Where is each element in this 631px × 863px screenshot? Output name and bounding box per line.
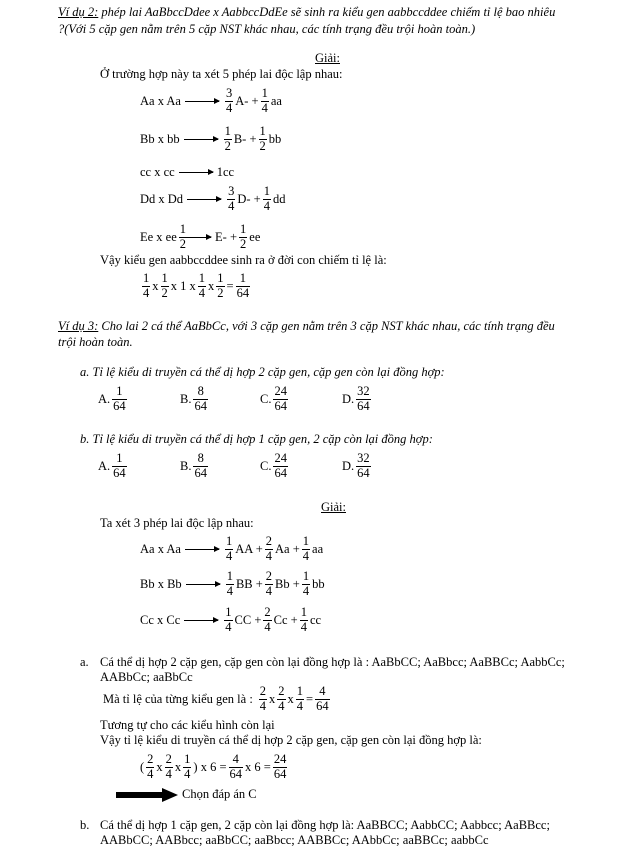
cross-bb-3: Bb x Bb $\frac{1}{4}$ BB + $\frac{2}{4}$ Bb + $\frac{1}{4}$ bb [140, 569, 325, 598]
similar-note: Tương tự cho các kiểu hình còn lại [100, 718, 275, 732]
cross-aa: Aa x Aa $\frac{3}{4}$ A- + $\frac{1}{4}$ aa [140, 86, 282, 115]
options-a [98, 381, 373, 417]
example2-conclusion: Vậy kiểu gen aabbccddee sinh ra ở đời con chiếm tỉ lệ là: [100, 253, 387, 267]
option-b: B. $\frac{8}{64}$ [180, 451, 207, 480]
option-d: D. $\frac{32}{64}$ [342, 384, 370, 413]
right-arrow-icon [116, 788, 178, 802]
example2-intro: Ở trường hợp này ta xét 5 phép lai độc lập nhau: [100, 67, 343, 81]
example2-heading [58, 5, 555, 20]
example3-text-line2: trội hoàn toàn. [58, 335, 133, 349]
example2-text-line1: phép lai AaBbccDdee x AabbccDdEe sẽ sinh ra kiểu gen aabbccddee chiếm tỉ lệ bao nhiêu [98, 5, 556, 19]
arrow-icon [184, 139, 218, 140]
option-b: B. $\frac{8}{64}$ [180, 384, 207, 413]
option-c: C. $\frac{24}{64}$ [260, 451, 287, 480]
options-b [98, 448, 373, 484]
cross-ee: Ee x ee $\frac{1}{2}$ E- + $\frac{1}{2}$ ee [140, 222, 261, 251]
example2-product: $\frac{1}{4}$ x $\frac{1}{2}$ x 1 x $\frac{1}{4}$ x $\frac{1}{2}$ = $\frac{1}{64}$ [143, 271, 250, 300]
example3-solution-heading: Giải: [321, 500, 346, 514]
option-c: C. $\frac{24}{64}$ [260, 384, 287, 413]
arrow-icon [185, 101, 219, 102]
arrow-icon [187, 237, 211, 238]
arrow-icon [179, 172, 213, 173]
arrow-icon [186, 584, 220, 585]
cross-bb: Bb x bb $\frac{1}{2}$ B- + $\frac{1}{2}$ bb [140, 124, 282, 153]
option-d: D. $\frac{32}{64}$ [342, 451, 370, 480]
arrow-icon [184, 620, 218, 621]
answer-a-line1: Cá thể dị hợp 2 cặp gen, cặp gen còn lại đồng hợp là : AaBbCC; AaBbcc; AaBBCc; AabbCc; [100, 655, 565, 669]
choose-answer: Chọn đáp án C [182, 787, 257, 801]
example2-title: Ví dụ 2: [58, 5, 99, 19]
option-a: A. $\frac{1}{64}$ [98, 451, 126, 480]
question-a: a. Tỉ lệ kiểu di truyền cá thể dị hợp 2 cặp gen, cặp gen còn lại đồng hợp: [80, 365, 445, 379]
example3-text-line1: Cho lai 2 cá thể AaBbCc, với 3 cặp gen nằm trên 3 cặp NST khác nhau, các tính trạng đều [98, 319, 555, 333]
answer-a-line2: AABbCc; aaBbCc [100, 670, 193, 684]
answer-b-line1: Cá thể dị hợp 1 cặp gen, 2 cặp còn lại đồng hợp là: AaBBCC; AabbCC; Aabbcc; AaBBcc; [100, 818, 550, 832]
example3-heading [58, 319, 555, 334]
answer-a-conclusion: Vậy tỉ lệ kiểu di truyền cá thể dị hợp 2 cặp gen, cặp gen còn lại đồng hợp là: [100, 733, 482, 747]
answer-a-label: a. [80, 655, 89, 669]
answer-b-label: b. [80, 818, 90, 832]
answer-b-line2: AABbCC; AABbcc; aaBbCC; aaBbcc; AABBCc; AAbbCc; aaBBCc; aabbCc [100, 833, 489, 847]
cross-aa-3: Aa x Aa $\frac{1}{4}$ AA + $\frac{2}{4}$ Aa + $\frac{1}{4}$ aa [140, 534, 324, 563]
answer-a-final: ( $\frac{2}{4}$ x $\frac{2}{4}$ x $\frac{1}{4}$ ) x 6 = $\frac{4}{64}$ x 6 = $\frac{24}{64}$ [140, 752, 287, 781]
question-b: b. Tỉ lệ kiểu di truyền cá thể dị hợp 1 cặp gen, 2 cặp còn lại đồng hợp: [80, 432, 433, 446]
example2-solution-heading: Giải: [315, 51, 340, 65]
cross-dd: Dd x Dd $\frac{3}{4}$ D- + $\frac{1}{4}$ dd [140, 184, 286, 213]
arrow-icon [185, 549, 219, 550]
cross-cc-3: Cc x Cc $\frac{1}{4}$ CC + $\frac{2}{4}$ Cc + $\frac{1}{4}$ cc [140, 605, 322, 634]
answer-a-ratio: Mà tỉ lệ của từng kiểu gen là : $\frac{2}{4}$ x $\frac{2}{4}$ x $\frac{1}{4}$ = $\frac{4}{64}$ [103, 684, 329, 713]
cross-cc: cc x cc 1cc [140, 164, 235, 179]
example3-title: Ví dụ 3: [58, 319, 99, 333]
example2-text-line2: ?(Với 5 cặp gen nằm trên 5 cặp NST khác nhau, các tính trạng đều trội hoàn toàn.) [58, 22, 476, 36]
option-a: A. $\frac{1}{64}$ [98, 384, 126, 413]
example3-intro: Ta xét 3 phép lai độc lập nhau: [100, 516, 254, 530]
arrow-icon [187, 199, 221, 200]
